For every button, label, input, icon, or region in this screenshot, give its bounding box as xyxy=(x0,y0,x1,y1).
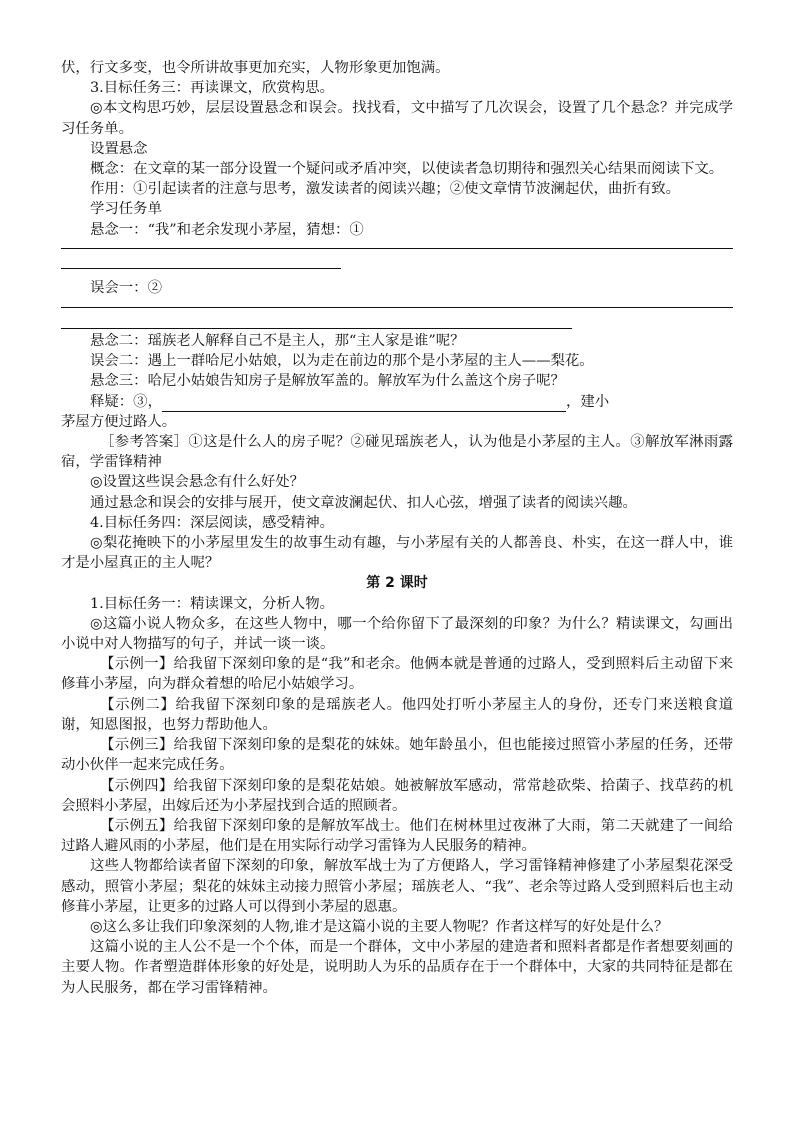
paragraph-continuation: 伏，行文多变，也令所讲故事更加充实，人物形象更加饱满。 xyxy=(61,60,450,76)
suspense-one: 悬念一：“我”和老余发现小茅屋，猜想：① xyxy=(90,221,364,238)
clarification-prefix: 释疑：③， xyxy=(90,393,162,410)
answer-line xyxy=(61,268,341,269)
main-character-question: ◎这么多让我们印象深刻的人物,谁才是这篇小说的主要人物呢？作者这样写的好处是什么？ xyxy=(90,918,669,935)
suspense-three: 悬念三：哈尼小姑娘告知房子是解放军盖的。解放军为什么盖这个房子呢？ xyxy=(90,373,565,390)
benefit-question: ◎设置这些误会悬念有什么好处？ xyxy=(90,474,305,491)
answer-line xyxy=(61,328,572,329)
character-question: ◎这篇小说人物众多，在这些人物中，哪一个给你留下了最深刻的印象？为什么？精读课文，勾画出小说中对人物描写的句子，并试一谈一谈。 xyxy=(61,615,733,653)
document-page xyxy=(61,58,733,998)
answer-line xyxy=(61,248,733,249)
task-three-question: ◎本文构思巧妙，层层设置悬念和误会。找找看，文中描写了几次误会，设置了几个悬念？并完成学习任务单。 xyxy=(61,100,733,137)
suspense-heading: 设置悬念 xyxy=(90,140,148,157)
task-four-question: ◎梨花掩映下的小茅屋里发生的故事生动有趣，与小茅屋有关的人都善良、朴实，在这一群人中，谁才是小屋真正的主人呢？ xyxy=(61,535,733,572)
example-two: 【示例二】给我留下深刻印象的是瑶族老人。他四处打听小茅屋主人的身份，还专门来送粮食道谢，知恩图报，也努力帮助他人。 xyxy=(61,696,733,733)
example-three: 【示例三】给我留下深刻印象的是梨花的妹妹。她年龄虽小，但也能接过照管小茅屋的任务，还带动小伙伴一起来完成任务。 xyxy=(61,737,733,774)
misunderstanding-two: 误会二：遇上一群哈尼小姑娘，以为走在前边的那个是小茅屋的主人——梨花。 xyxy=(90,353,594,370)
clarification-continuation: 茅屋方便过路人。 xyxy=(61,413,177,430)
clarification-line xyxy=(61,392,733,412)
clarification-suffix: ，建小 xyxy=(565,393,610,410)
misunderstanding-one: 误会一：② xyxy=(90,279,162,296)
answer-blank-one[interactable] xyxy=(61,248,733,269)
suspense-effect: 作用：①引起读者的注意与思考，激发读者的阅读兴趣；②使文章情节波澜起伏，曲折有致。 xyxy=(90,181,681,198)
benefit-answer: 通过悬念和误会的安排与展开，使文章波澜起伏、扣人心弦，增强了读者的阅读兴趣。 xyxy=(90,494,637,511)
example-four: 【示例四】给我留下深刻印象的是梨花姑娘。她被解放军感动，常常趁砍柴、拾菌子、找草药的机会照料小茅屋，出嫁后还为小茅屋找到合适的照顾者。 xyxy=(61,777,733,814)
lesson-two-heading: 第 2 课时 xyxy=(366,575,428,592)
task-three-title: 3.目标任务三：再读课文，欣赏构思。 xyxy=(90,80,334,97)
answer-blank-two[interactable] xyxy=(61,307,733,329)
worksheet-heading: 学习任务单 xyxy=(90,201,162,218)
main-character-answer: 这篇小说的主人公不是一个个体，而是一个群体，文中小茅屋的建造者和照料者都是作者想要刻画的主要人物。作者塑造群体形象的好处是，说明助人为乐的品质存在于一个群体中，大家的共同特征是都在为人民服务，都在学习雷锋精神。 xyxy=(61,939,733,996)
reference-answer: ［参考答案］①这是什么人的房子呢？②碰见瑶族老人，认为他是小茅屋的主人。③解放军淋雨露宿，学雷锋精神 xyxy=(61,434,733,471)
suspense-concept: 概念：在文章的某一部分设置一个疑问或矛盾冲突，以使读者急切期待和强烈关心结果而阅读下文。 xyxy=(90,161,724,178)
characters-summary: 这些人物都给读者留下深刻的印象，解放军战士为了方便路人，学习雷锋精神修建了小茅屋梨花深受感动，照管小茅屋；梨花的妹妹主动接力照管小茅屋；瑶族老人、“我”、老余等过路人受到照料后也主动修葺小茅屋，让更多的过路人可以得到小茅屋的恩惠。 xyxy=(61,858,733,915)
lesson-two-task-one: 1.目标任务一：精读课文，分析人物。 xyxy=(90,595,334,612)
task-four-title: 4.目标任务四：深层阅读，感受精神。 xyxy=(90,514,334,531)
example-five: 【示例五】给我留下深刻印象的是解放军战士。他们在树林里过夜淋了大雨，第二天就建了一间给过路人避风雨的小茅屋，他们是在用实际行动学习雷锋为人民服务的精神。 xyxy=(61,817,733,855)
suspense-two: 悬念二：瑶族老人解释自己不是主人，那“主人家是谁”呢？ xyxy=(90,333,465,350)
example-one: 【示例一】给我留下深刻印象的是“我”和老余。他俩本就是普通的过路人，受到照料后主动留下来修葺小茅屋，向为群众着想的哈尼小姑娘学习。 xyxy=(61,656,733,693)
answer-blank-three[interactable] xyxy=(162,395,566,412)
answer-line xyxy=(61,307,733,308)
